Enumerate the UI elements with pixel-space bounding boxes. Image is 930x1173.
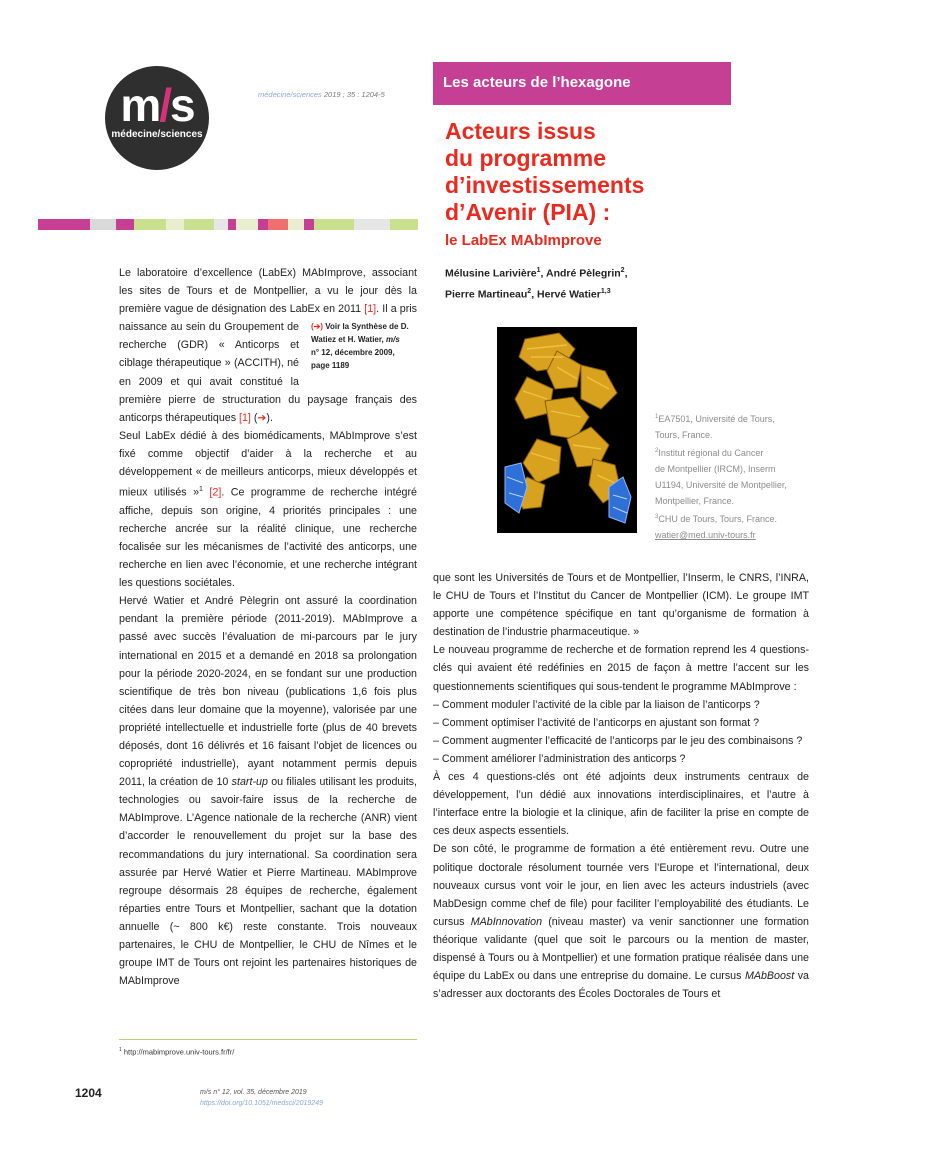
journal-issue: m/s n° 12, vol. 35, décembre 2019 bbox=[200, 1089, 307, 1096]
article-title bbox=[445, 118, 644, 226]
reference-link[interactable]: [2] bbox=[209, 486, 222, 499]
page-number: 1204 bbox=[75, 1086, 102, 1100]
paragraph: Le nouveau programme de recherche et de formation reprend les 4 questions-clés qui avaient été redéfinies en 2015 de façon à mettre l’accent sur les questionnements scientifiques qui sous-tendent le programme MAbImprove : bbox=[433, 644, 809, 693]
side-note bbox=[311, 320, 411, 372]
affil-line: de Montpellier (IRCM), Inserm bbox=[655, 464, 776, 474]
doi-link[interactable]: https://doi.org/10.1051/medsci/2019249 bbox=[200, 1100, 323, 1107]
journal-logo bbox=[105, 66, 209, 170]
question-item: – Comment optimiser l’activité de l’anticorps en ajustant son format ? bbox=[433, 716, 760, 729]
affil-line: Montpellier, France. bbox=[655, 496, 735, 506]
reference-link[interactable]: [1] bbox=[239, 411, 251, 424]
title-line: d’investissements bbox=[445, 172, 645, 198]
text-run: ( bbox=[250, 411, 258, 424]
affil-line: U1194, Université de Montpellier, bbox=[655, 480, 787, 490]
text-run: va s’adresser aux doctorants des Écoles Doctorales de Tours et bbox=[433, 970, 809, 1001]
reference-link[interactable]: [1] bbox=[364, 303, 377, 316]
text-run: Hervé Watier et André Pèlegrin ont assuré la coordination pendant la première période (2011-2019). MAbImprove a passé avec succès l’évaluation de mi-parcours par le jury international en 2015 et a demandé en 2018 sa prolongation pour la période 2020-2024, en se fondant sur une production scientifique de très bon niveau (publications 1,6 fois plus citées dans leur domaine que la moyenne), valorisée par une propriété intellectuelle et industrielle forte (plus de 40 brevets déposés, dont 16 délivrés et 16 faisant l’objet de licences ou copropriété industrielle), ayant notamment permis depuis 2011, la création de 10 bbox=[119, 595, 417, 789]
text-run: ). bbox=[266, 411, 273, 424]
note-text: page 1189 bbox=[311, 361, 350, 371]
title-line: Acteurs issus bbox=[445, 118, 596, 144]
note-journal: m/s bbox=[385, 335, 400, 345]
author-name: Hervé Watier bbox=[537, 288, 601, 300]
footnote-url[interactable]: http://mabimprove.univ-tours.fr/fr/ bbox=[121, 1047, 235, 1057]
author-sup: 2 bbox=[527, 287, 532, 295]
affiliations bbox=[655, 409, 820, 543]
text-run: Le laboratoire d’excellence (LabEx) MAbImprove, associant les sites de Tours et de Montpellier, a vu le jour dès la première vague de désignation des LabEx en 2011 bbox=[119, 267, 417, 316]
logo-m: m bbox=[120, 79, 160, 131]
email-link[interactable]: watier@med.univ-tours.fr bbox=[655, 530, 756, 540]
question-item: – Comment améliorer l’administration des anticorps ? bbox=[433, 752, 686, 765]
paragraph: que sont les Universités de Tours et de Montpellier, l’Inserm, le CNRS, l’INRA, le CHU de Tours et l’Institut du Cancer de Montpellier (ICM). Le groupe IMT apporte une compétence spécifique en tant qu’organisme de formation à destination de l’industrie pharmaceutique. » bbox=[433, 572, 809, 639]
question-item: – Comment moduler l’activité de la cible par la liaison de l’anticorps ? bbox=[433, 698, 760, 711]
text-run: (niveau master) va venir sanctionner une formation théorique validante (quel que soit le parcours ou la mention de master, dispensé à Tours ou à Montpellier) et une formation pratique réalisée dans une équipe du LabEx ou dans une entreprise du domaine. Le cursus bbox=[433, 915, 809, 983]
title-line: du programme bbox=[445, 145, 607, 171]
citation-ref: 2019 ; 35 : 1204-5 bbox=[323, 90, 385, 99]
affil-line: CHU de Tours, Tours, France. bbox=[658, 514, 778, 524]
footnote-rule bbox=[119, 1039, 417, 1040]
affil-line: EA7501, Université de Tours, bbox=[658, 414, 775, 424]
author-name: Pierre Martineau bbox=[445, 288, 528, 300]
title-line: d’Avenir (PIA) : bbox=[445, 199, 611, 225]
author-sup: 1 bbox=[536, 267, 541, 274]
text-run: Seul LabEx dédié à des biomédicaments, MAbImprove s’est fixé comme objectif d’aider à la recherche et au développement « de meilleurs anticorps, mieux développés et mieux utilisés » bbox=[119, 429, 417, 499]
right-column bbox=[433, 569, 809, 1003]
note-text: Watiez et H. Watier, bbox=[311, 335, 386, 345]
author-name: André Pèlegrin bbox=[545, 267, 621, 280]
text-run: MAbBoost bbox=[744, 970, 795, 983]
author-list: Mélusine Larivière$^1$, André Pèlegrin$^2$, Pierre Martineau$^2$, Hervé Watier$^{1,3}$ bbox=[445, 267, 628, 300]
section-label: Les acteurs de l’hexagone bbox=[443, 74, 631, 91]
author-name: Mélusine Larivière bbox=[445, 267, 537, 280]
footnote-num: 1 bbox=[119, 1047, 122, 1053]
paragraph bbox=[119, 427, 417, 592]
antibody-ribbon-icon bbox=[497, 327, 637, 533]
affil-num: 3 bbox=[655, 514, 659, 520]
decorative-color-bar bbox=[38, 219, 418, 230]
left-column bbox=[119, 264, 417, 990]
section-band bbox=[433, 62, 731, 105]
article-subtitle: le LabEx MAbImprove bbox=[445, 232, 602, 249]
footnote-marker[interactable]: 1 bbox=[199, 486, 203, 494]
affil-num: 1 bbox=[655, 414, 659, 420]
affil-line: Tours, France. bbox=[655, 430, 713, 440]
paragraph: À ces 4 questions-clés ont été adjoints deux instruments centraux de développement, l’un dédié aux innovations interdisciplinaires, et l’autre à l’interface entre la biologie et la clinique, afin de faciliter la prise en compte de ces deux aspects essentiels. bbox=[433, 771, 809, 838]
citation-journal: médecine/sciences bbox=[258, 90, 322, 99]
text-run: ou filiales utilisant les produits, technologies ou savoir-faire issus de la recherche de MAbImprove. L’Agence nationale de la recherche (ANR) vient d’accorder le renouvellement du projet sur la base des recommandations du jury international. Sa coordination sera assurée par Hervé Watier et Pierre Martineau. MAbImprove regroupe désormais 28 équipes de recherche, également réparties entre Tours et Montpellier, sachant que la dotation annuelle (~ 800 k€) reste constante. Trois nouveaux partenaires, le CHU de Montpellier, le CHU de Nîmes et le groupe IMT de Tours ont rejoint les partenaires historiques de MAbImprove bbox=[119, 776, 417, 988]
author-sup: 1,3 bbox=[600, 287, 611, 295]
logo-s: s bbox=[170, 79, 194, 131]
footnote bbox=[119, 1047, 234, 1057]
question-item: – Comment augmenter l’efficacité de l’anticorps par le jeu des combinaisons ? bbox=[433, 734, 803, 747]
logo-mark bbox=[105, 80, 209, 130]
logo-slash: / bbox=[159, 79, 171, 131]
arrow-icon: (➔) bbox=[311, 322, 324, 332]
affil-num: 2 bbox=[655, 448, 659, 454]
text-run: De son côté, le programme de formation a été entièrement revu. Outre une politique doctorale résolument tournée vers l’Europe et l’international, deux nouveaux cursus vont voir le jour, en lien avec les acteurs industriels (avec MabDesign comme chef de file) pour faciliter l’employabilité des étudiants. Le cursus bbox=[433, 843, 809, 928]
text-run: . Ce programme de recherche intégré affiche, depuis son origine, 4 priorités principales : une recherche ancrée sur la réalité clinique, une recherche focalisée sur les mécanismes de l’activité des anticorps, une recherche en lien avec l’économie, et une recherche intégrant les questions sociétales. bbox=[119, 486, 417, 590]
note-text: n° 12, décembre 2009, bbox=[311, 348, 395, 358]
paragraph bbox=[433, 840, 809, 1003]
note-text: Voir la Synthèse de D. bbox=[323, 322, 409, 332]
text-run: start-up bbox=[231, 776, 268, 789]
logo-subtitle: médecine/sciences bbox=[111, 129, 203, 140]
arrow-icon[interactable]: ➔ bbox=[257, 411, 267, 424]
paragraph bbox=[119, 592, 417, 990]
text-run: . Il a pris naissance au sein du Groupement de recherche (GDR) « Anticorps et ciblage thérapeutique » (ACCITH), né en 2009 et qui avait constitué la première pierre de structuration du paysage français des anticorps thérapeutiques bbox=[119, 303, 417, 424]
text-run: MAbInnovation bbox=[470, 915, 543, 928]
author-sup: 2 bbox=[620, 267, 625, 274]
citation-line bbox=[258, 90, 385, 99]
antibody-structure-figure bbox=[497, 327, 637, 533]
affil-line: Institut régional du Cancer bbox=[658, 448, 764, 458]
